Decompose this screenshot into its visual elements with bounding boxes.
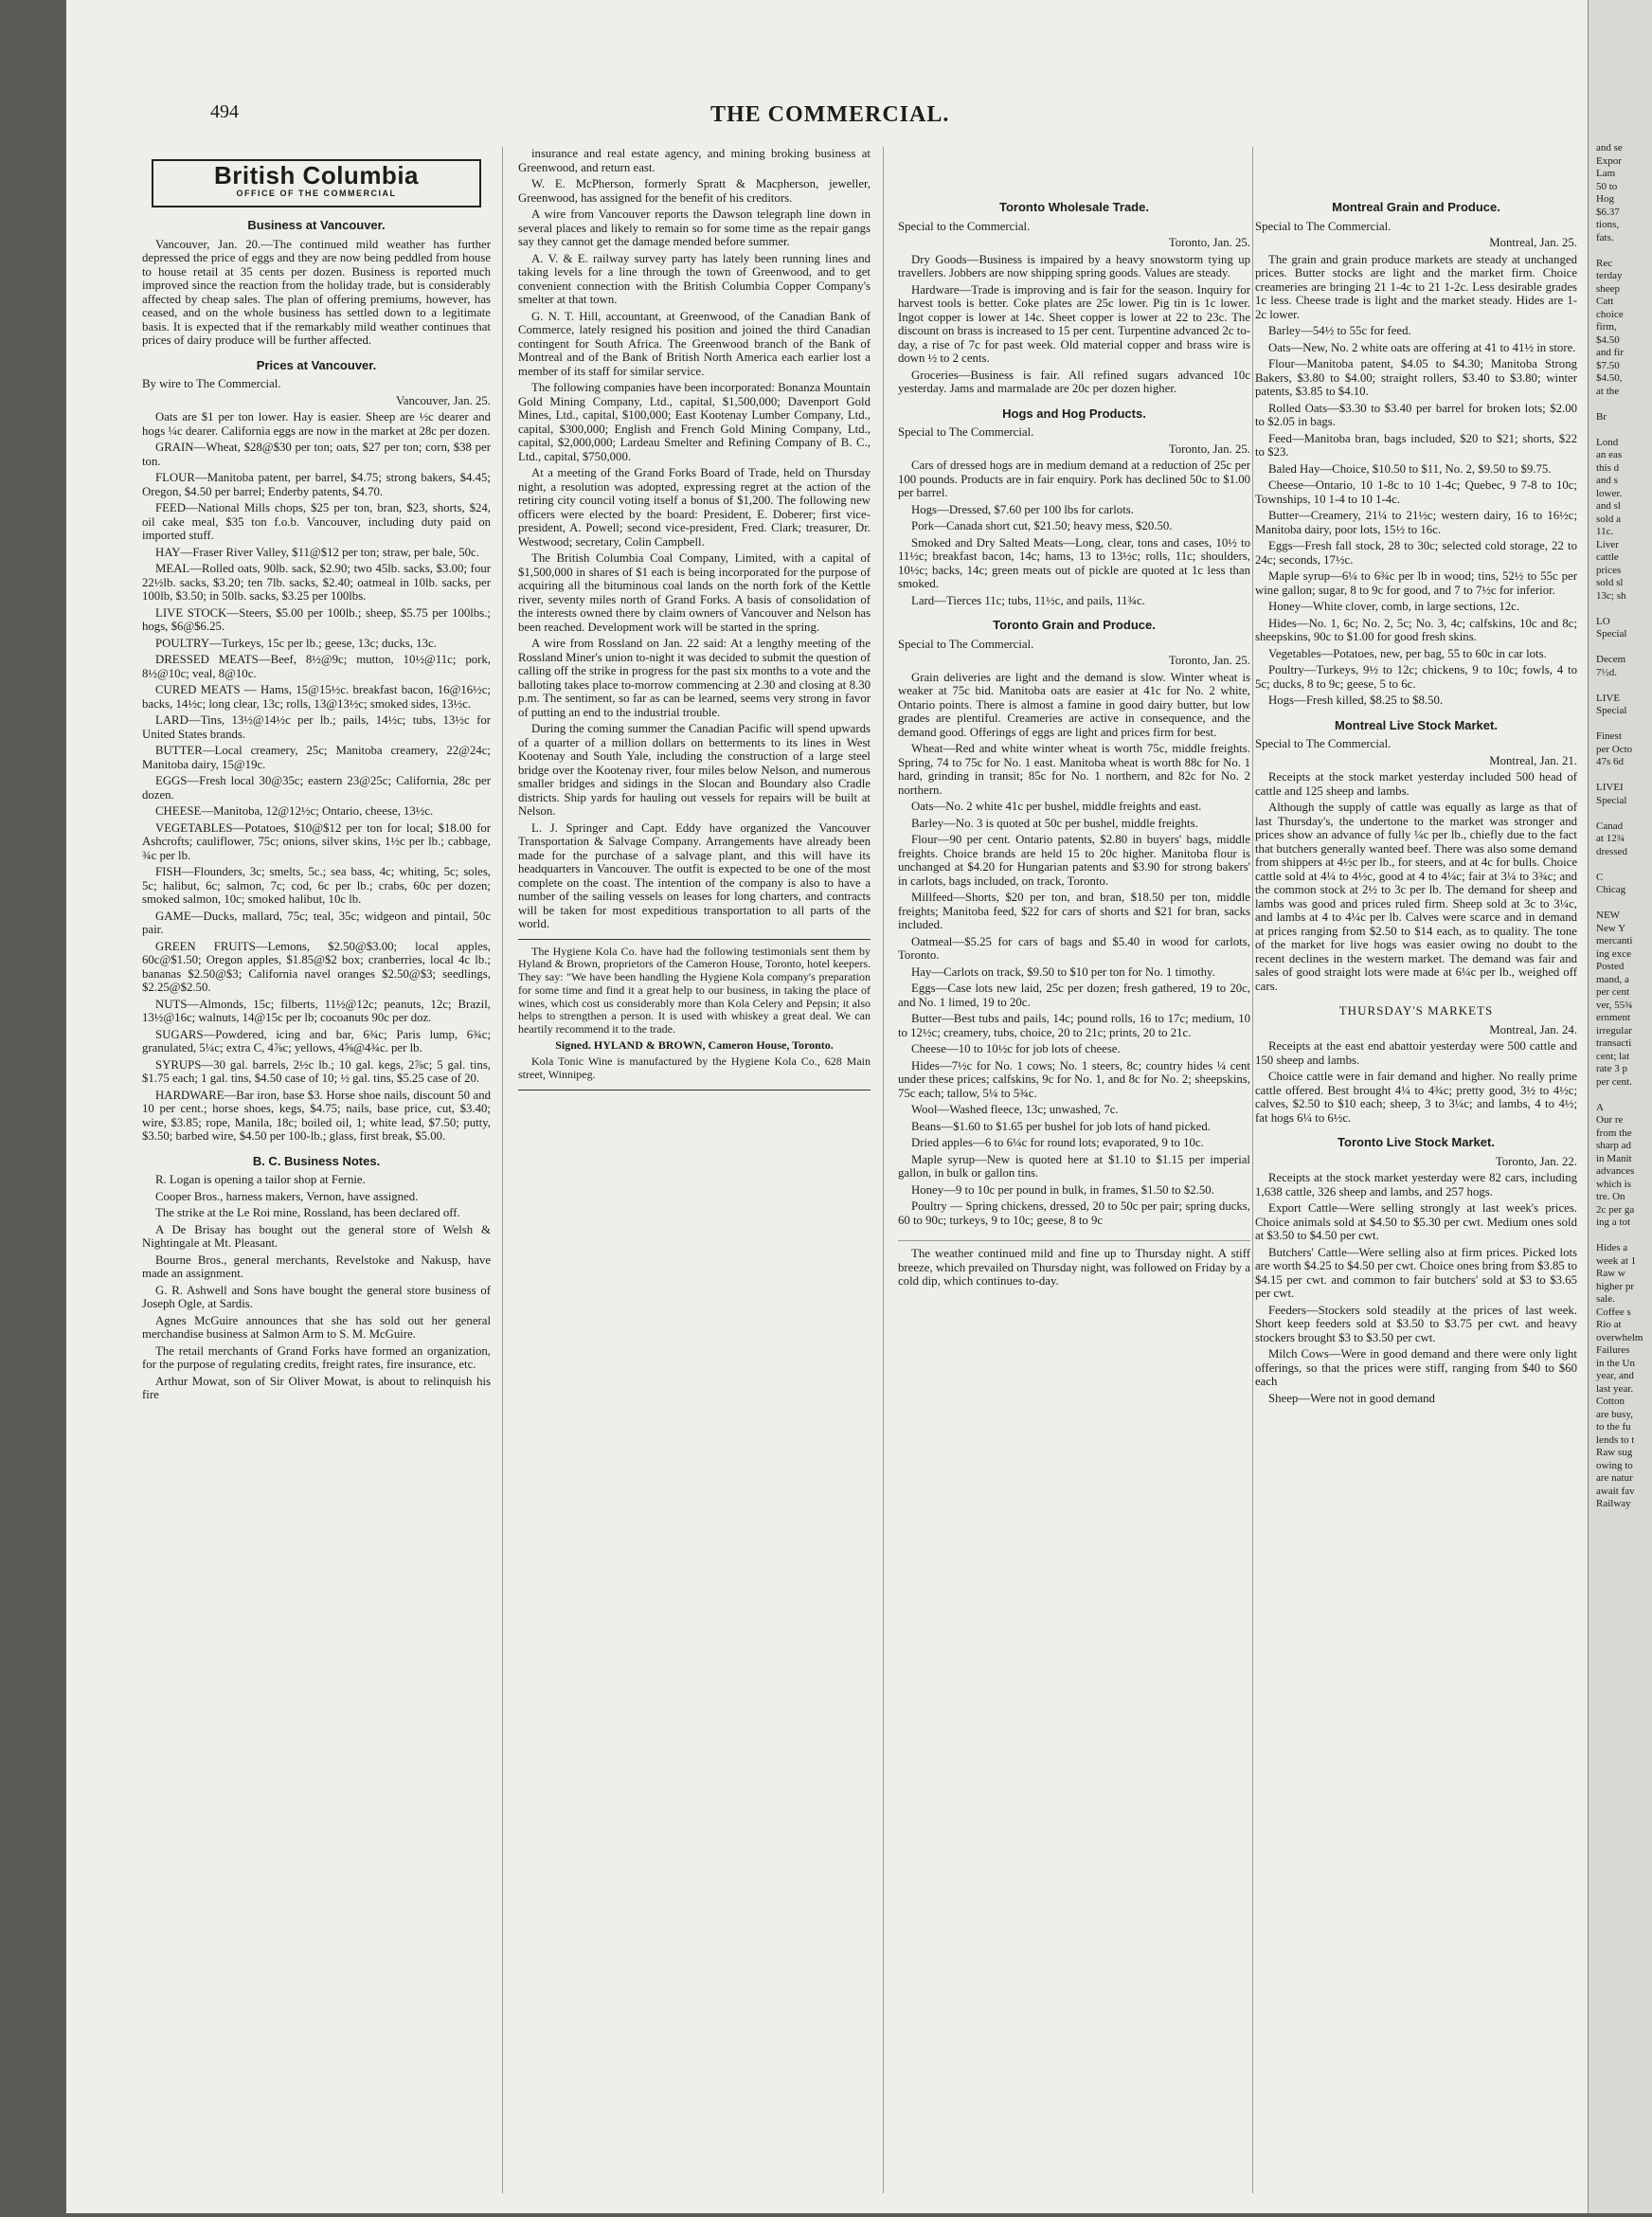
edge-line: Finest [1596,730,1622,742]
edge-line [1596,398,1652,411]
article-paragraph: Butchers' Cattle—Were selling also at firm prices. Picked lots are worth $4.25 to $4.50 per cwt. Choice ones bring from $3.85 to $4.15 per cwt. and common to fair butchers' sold at $3 to $3.65 per cwt. [1255,1245,1577,1300]
edge-line: Canad [1596,820,1624,832]
edge-line [1596,858,1652,872]
article-heading: Montreal Live Stock Market. [1335,717,1498,732]
article-paragraph: Poultry—Turkeys, 9½ to 12c; chickens, 9 to 10c; fowls, 4 to 5c; ducks, 8 to 9c; geese, 5 to 6c. [1255,663,1577,691]
edge-line: Raw sug [1596,1447,1633,1458]
article-heading: Montreal Grain and Produce. [1332,200,1500,214]
edge-line: Cotton [1596,1396,1625,1407]
article-paragraph: Poultry — Spring chickens, dressed, 20 to 50c per pair; spring ducks, 60 to 90c; turkeys, 9 to 10c; geese, 8 to 9c [898,1199,1250,1227]
edge-line: Special [1596,628,1627,640]
adjacent-page-edge [1588,0,1652,2213]
masthead: THE COMMERCIAL. [710,102,950,127]
edge-line [1596,807,1652,820]
price-item: GREEN FRUITS—Lemons, $2.50@$3.00; local apples, 60c@$1.50; Oregon apples, $1.85@$2 box; cranberries, local 4c lb.; bananas $2.50@$3; California navel oranges $2.50@$3; seedlings, $2.25@$2.50. [142,939,491,994]
article-paragraph: Dried apples—6 to 6¼c for round lots; evaporated, 9 to 10c. [911,1136,1204,1149]
price-item: POULTRY—Turkeys, 15c per lb.; geese, 13c; ducks, 13c. [155,636,437,650]
article-body [1255,1039,1577,1125]
article-paragraph: Grain deliveries are light and the demand is slow. Winter wheat is weaker at 75c bid. Manitoba oats are easier at 41c for No. 2 white, Ontario points. There is almost a famine in good dairy butter, but low grades are plentiful. Creameries are active in consequence, and the demand good. Offerings of eggs are light and prices firm for best. [898,670,1250,739]
price-item: HARDWARE—Bar iron, base $3. Horse shoe nails, discount 50 and 10 per cent.; horse shoes, kegs, $4.75; nails, base price, cut, $3.40; wire, $3.85; rope, Manila, 18c; boiled oil, 1; white lead, $7.50; putty, $3.50; barbed wire, $4.50 per 100-lb.; glass, first break, $5.00. [142,1088,491,1143]
business-note: Agnes McGuire announces that she has sold out her general merchandise business at Salmon Arm to S. M. McGuire. [142,1313,491,1341]
article-heading: Toronto Wholesale Trade. [999,200,1149,214]
edge-line: A [1596,1101,1604,1113]
dateline: Montreal, Jan. 21. [1489,753,1577,767]
edge-line [1596,769,1652,783]
edge-line: Hides a [1596,1242,1628,1253]
edge-line: cattle [1596,551,1619,563]
edge-line: 2c per ga [1596,1203,1635,1216]
special-line: Special to The Commercial. [898,425,1034,439]
edge-line: and s [1596,475,1618,486]
edge-line: Catt [1596,296,1614,307]
edge-line: an eas [1596,449,1623,460]
edge-line: Chicag [1596,884,1626,895]
news-item: insurance and real estate agency, and mining broking business at Greenwood, and return east. [518,147,871,174]
edge-line [1596,1089,1652,1102]
special-line: Special to The Commercial. [1255,737,1392,750]
news-item: The British Columbia Coal Company, Limited, with a capital of $1,500,000 in shares of $1 each is being incorporated for the purpose of acquiring all the bituminous coal lands on the north fork of the Kettle river, seventy miles north of Grand Forks. A basis of consolidation of the interests owned there by claim owners of Vancouver and Nelson has been reached. Development work will be started in the spring. [518,551,871,634]
edge-line: Lond [1596,436,1619,448]
special-line: Special to The Commercial. [1255,219,1392,233]
ad-footer: Kola Tonic Wine is manufactured by the Hygiene Kola Co., 628 Main street, Winnipeg. [518,1054,871,1081]
ad-signature: Signed. HYLAND & BROWN, Cameron House, Toronto. [555,1038,834,1053]
edge-line: Railway [1596,1498,1631,1509]
article-paragraph: Smoked and Dry Salted Meats—Long, clear, tons and cases, 10½ to 11½c; breakfast bacon, 14c; hams, 13 to 13½c; rolls, 11c; shoulders, 10½c; backs, 14c; green meats out of pickle are quoted at 1c less than smoked. [898,535,1250,590]
price-item: NUTS—Almonds, 15c; filberts, 11½@12c; peanuts, 12c; Brazil, 13½@16c; walnuts, 14@15c per lb; cocoanuts 90c per doz. [142,997,491,1024]
article-body [898,671,1250,1228]
edge-line: higher pr [1596,1280,1635,1292]
price-item: SUGARS—Powdered, icing and bar, 6¾c; Paris lump, 6¾c; granulated, 5¼c; extra C, 4⅞c; yellows, 4⅝@4¾c. per lb. [142,1027,491,1054]
edge-line: Failures [1596,1344,1630,1356]
article-paragraph: Wool—Washed fleece, 13c; unwashed, 7c. [911,1103,1119,1116]
edge-line: Liver [1596,538,1619,550]
edge-line: irregular [1596,1024,1632,1036]
edge-line: lends to t [1596,1433,1635,1446]
article-paragraph: Barley—No. 3 is quoted at 50c per bushel, middle freights. [911,816,1198,830]
article-paragraph: Hides—No. 1, 6c; No. 2, 5c; No. 3, 4c; calfskins, 10c and 8c; sheepskins, 90c to $1.00 for good fresh skins. [1255,616,1577,643]
article-paragraph: Butter—Creamery, 21¼ to 21½c; western dairy, 16 to 16½c; Manitoba dairy, poor lots, 15½ to 16c. [1255,509,1577,536]
edge-line: and se [1596,142,1623,153]
edge-line: firm, [1596,321,1617,333]
edge-line: 7½d. [1596,666,1617,678]
article-paragraph: Maple syrup—6¼ to 6¾c per lb in wood; tins, 52½ to 55c per wine gallon; sugar, 8 to 9c for good, and 7 to 7½c for inferior. [1255,569,1577,597]
article-paragraph: Milch Cows—Were in good demand and there were only light offerings, so that the prices were stiff, ranging from $40 to $60 each [1255,1347,1577,1388]
edge-line: terday [1596,270,1623,281]
article-heading: Toronto Grain and Produce. [993,618,1156,632]
edge-line: NEW [1596,910,1621,921]
edge-line [1596,641,1652,655]
article-paragraph: Flour—90 per cent. Ontario patents, $2.80 in buyers' bags, middle freights. Choice brands are held 15 to 20c higher. Manitoba flour is unchanged at $4.20 for Hungarian patents and $3.90 for strong bakers' in carlots, bags included, on track, Toronto. [898,833,1250,888]
edge-line: at 12¾ [1596,833,1625,844]
article-paragraph: Butter—Best tubs and pails, 14c; pound rolls, 16 to 17c; medium, 10 to 12½c; creamery, tubs, choice, 20 to 21c; prints, 20 to 21c. [898,1012,1250,1039]
news-item: A wire from Vancouver reports the Dawson telegraph line down in several places and likely to remain so for some time as the repair gangs say they cannot get the damage mended before summer. [518,207,871,248]
edge-line: per cent [1596,986,1630,998]
edge-line: Lam [1596,168,1616,179]
price-item: EGGS—Fresh local 30@35c; eastern 23@25c; California, 28c per dozen. [142,774,491,802]
edge-line: ver, 55¾ [1596,999,1633,1011]
dateline: Montreal, Jan. 24. [1489,1022,1577,1036]
article-body [898,253,1250,396]
edge-line: LIVEI [1596,782,1624,793]
article-paragraph: Vegetables—Potatoes, new, per bag, 55 to 60c in car lots. [1268,646,1547,660]
edge-line: $4.50, [1596,372,1623,384]
edge-line: mand, a [1596,973,1629,985]
edge-line: Rec [1596,257,1613,269]
edge-line: $4.50 [1596,333,1620,346]
price-item: FEED—National Mills chops, $25 per ton, bran, $23, shorts, $24, oil cake meal, $35 ton f.o.b. Vancouver, including duty paid on imported stuff. [142,501,491,542]
special-line: Special to the Commercial. [898,219,1031,233]
article-heading: B. C. Business Notes. [252,1153,381,1168]
edge-line: fats. [1596,231,1614,243]
article-paragraph: Eggs—Fresh fall stock, 28 to 30c; selected cold storage, 22 to 24c; seconds, 17½c. [1255,539,1577,567]
subheading: THURSDAY'S MARKETS [1338,1003,1494,1018]
edge-line: in the Un [1596,1357,1635,1369]
edge-line [1596,603,1652,616]
column-rule [1252,147,1253,2193]
column-rule [502,147,503,2193]
edge-line: $6.37 [1596,206,1620,218]
article-body [1255,770,1577,993]
article-paragraph: Honey—White clover, comb, in large sections, 12c. [1268,600,1520,613]
box-title: British Columbia [213,161,419,189]
edge-line: from the [1596,1127,1632,1139]
column-3 [898,189,1250,2217]
page-number: 494 [210,101,239,122]
edge-line: Coffee s [1596,1306,1631,1318]
price-item: CURED MEATS — Hams, 15@15½c. breakfast bacon, 16@16½c; backs, 14½c; long clear, 13c; rolls, 13@13½c; smoked sides, 13½c. [142,683,491,711]
edge-line: Rio at [1596,1319,1622,1330]
article-paragraph: Hogs—Fresh killed, $8.25 to $8.50. [1268,694,1444,707]
article-paragraph: Cars of dressed hogs are in medium demand at a reduction of 25c per 100 pounds. Products are in fair enquiry. Pork has declined 50c to $1.00 per barrel. [898,459,1250,499]
edge-line: ing exce [1596,947,1631,960]
edge-line: choice [1596,308,1624,320]
article-paragraph: Beans—$1.60 to $1.65 per bushel for job lots of hand picked. [911,1119,1211,1133]
edge-line [1596,424,1652,437]
news-item: During the coming summer the Canadian Pacific will spend upwards of a quarter of a million dollars on betterments to its lines in West Kootenay and South Yale, including the construction of a large steel bridge over the Kootenay river, four miles below Nelson, and numerous smaller bridges and sidings in the Slocan and Boundary also Cradle districts. Ship yards for hauling out vessels for repairs will be built at Nelson. [518,722,871,818]
article-heading: Prices at Vancouver. [256,357,377,372]
price-list [142,441,491,1144]
article-paragraph: Receipts at the stock market yesterday included 500 head of cattle and 125 sheep and lambs. [1255,770,1577,798]
article-paragraph: Lard—Tierces 11c; tubs, 11½c, and pails, 11¾c. [911,593,1145,607]
column-rule [883,147,884,2193]
edge-line: overwhelm [1596,1331,1643,1343]
edge-line: LIVE [1596,692,1621,704]
edge-line: per Octo [1596,743,1633,755]
dateline: Toronto, Jan. 22. [1495,1154,1577,1168]
news-items [518,147,871,931]
box-subtitle: OFFICE OF THE COMMERCIAL [236,188,397,198]
article-paragraph: Honey—9 to 10c per pound in bulk, in frames, $1.50 to $2.50. [911,1182,1214,1197]
edge-line [1596,1230,1652,1243]
price-item: MEAL—Rolled oats, 90lb. sack, $2.90; two 45lb. sacks, $3.00; four 22½lb. sacks, $3.20; ten 7lb. sacks, $2.40; oatmeal in 10lb. sacks, per 100lb, $3.50; in 50lb. sacks, $3.25 per 100lbs. [142,562,491,603]
advertisement [518,939,871,1091]
article-paragraph: Hay—Carlots on track, $9.50 to $10 per ton for No. 1 timothy. [911,964,1215,979]
price-item: FISH—Flounders, 3c; smelts, 5c.; sea bass, 4c; whiting, 5c; soles, 5c; halibut, 6c; salmon, 7c; cod, 6c per lb.; crabs, 60c per dozen; smoked salmon, 10c; smoked halibut, 10c lb. [142,865,491,906]
edge-line: mercanti [1596,935,1633,946]
edge-line: ernment [1596,1012,1631,1023]
price-item: LIVE STOCK—Steers, $5.00 per 100lb.; sheep, $5.75 per 100lbs.; hogs, $6@$6.25. [142,605,491,633]
section-box-header [152,159,481,207]
edge-line: sharp ad [1596,1140,1631,1151]
edge-line: sale. [1596,1293,1615,1305]
edge-line: which is [1596,1178,1631,1190]
dateline: Toronto, Jan. 25. [1168,236,1250,249]
price-item: LARD—Tins, 13½@14½c per lb.; pails, 14½c; tubs, 13½c for United States brands. [142,713,491,741]
price-item: FLOUR—Manitoba patent, per barrel, $4.75; strong bakers, $4.45; Oregon, $4.50 per barrel; Enderby patents, $4.70. [142,471,491,498]
business-note: The strike at the Le Roi mine, Rossland, has been declared off. [155,1206,460,1219]
edge-line: 50 to [1596,180,1618,192]
news-item: W. E. McPherson, formerly Spratt & Macpherson, jeweller, Greenwood, has assigned for the benefit of his creditors. [518,177,871,205]
news-item: L. J. Springer and Capt. Eddy have organized the Vancouver Transportation & Salvage Company. Arrangements have already been made for the purchase of a salvage plant, and this will have its headquarters in Vancouver. The outfit is expected to be one of the most complete on the coast. The intention of the company is also to have a number of the sailing vessels on leases for long charters, and contracts will be taken for most expeditious transportation to all parts of the world. [518,820,871,930]
news-item: A. V. & E. railway survey party has lately been running lines and taking levels for a line through the town of Greenwood, and to get convenient connection with the British Columbia Copper Company's smelter at that town. [518,251,871,306]
dateline: Montreal, Jan. 25. [1489,236,1577,249]
dateline: Toronto, Jan. 25. [1168,654,1250,667]
edge-line: 47s 6d [1596,756,1625,767]
dateline: Toronto, Jan. 25. [1168,442,1250,456]
article-paragraph: Pork—Canada short cut, $21.50; heavy mess, $20.50. [911,519,1173,532]
edge-line: lower. [1596,487,1623,499]
edge-line: 11c. [1596,526,1614,537]
business-note: Cooper Bros., harness makers, Vernon, have assigned. [155,1189,419,1203]
edge-line: are busy, [1596,1408,1633,1420]
news-item: At a meeting of the Grand Forks Board of Trade, held on Thursday night, a resolution was adopted, expressing regret at the action of the retiring city council voting itself a bonus of $1,200. The following new officers were elected by the board: President, E. Doberer; first vice-president, A. Powell; second vice-president, Fred. Clark; treasurer, Dr. Westwood; secretary, Colin Campbell. [518,466,871,549]
article-paragraph: Sheep—Were not in good demand [1268,1391,1435,1405]
price-item: BUTTER—Local creamery, 25c; Manitoba creamery, 22@24c; Manitoba dairy, 15@19c. [142,744,491,771]
edge-line: in Manit [1596,1152,1632,1164]
edge-line: Our re [1596,1114,1624,1126]
edge-line: dressed [1596,845,1627,857]
column-4 [1255,189,1577,2217]
edge-line: prices [1596,564,1622,576]
edge-line: ing a tot [1596,1217,1631,1228]
edge-line: to the fu [1596,1421,1631,1433]
edge-line: New Y [1596,922,1626,934]
article-paragraph: Hardware—Trade is improving and is fair for the season. Inquiry for harvest tools is better. Coke plates are 25c lower. Pig tin is 1c lower. Ingot copper is lower at 14c. Sheet copper is lower at 22 to 23c. The discount on brass is increased to 15 per cent. Turpentine advanced 2c to-day, a rise of 7c for past week. Old material copper and brass wire is down ½ to 2 cents. [898,282,1250,365]
article-heading: Business at Vancouver. [247,218,386,232]
article-paragraph: Groceries—Business is fair. All refined sugars advanced 10c yesterday. Jams and marmalade are 20c per dozen higher. [898,368,1250,395]
price-item: HAY—Fraser River Valley, $11@$12 per ton; straw, per bale, 50c. [155,545,479,559]
business-notes [142,1173,491,1402]
article-paragraph: Export Cattle—Were selling strongly at last week's prices. Choice animals sold at $4.50 to $5.30 per cwt. Medium ones sold at $3.50 to $4.50 per cwt. [1255,1201,1577,1242]
edge-line: Posted [1596,961,1625,972]
price-item: GRAIN—Wheat, $28@$30 per ton; oats, $27 per ton; corn, $38 per ton. [142,441,491,468]
news-item: A wire from Rossland on Jan. 22 said: At a lengthy meeting of the Rossland Miner's union to-night it was decided to submit the question of calling off the strike in progress for the past six months to a vote and the balloting takes place to-morrow commencing at 2.30 and closing at 8.30 p.m. The sentiment, so far as can be learned, seems very strong in favor of putting an end to the industrial trouble. [518,637,871,719]
price-item: GAME—Ducks, mallard, 75c; teal, 35c; widgeon and pintail, 50c pair. [142,909,491,936]
edge-line: transacti [1596,1037,1632,1049]
special-line: Special to The Commercial. [898,637,1034,651]
edge-line: sold sl [1596,577,1624,588]
article-paragraph: Receipts at the stock market yesterday were 82 cars, including 1,638 cattle, 326 sheep and lambs, and 257 hogs. [1255,1171,1577,1199]
edge-line: $7.50 [1596,359,1620,371]
article-paragraph: Eggs—Case lots new laid, 25c per dozen; fresh gathered, 19 to 20c, and No. 1 limed, 19 to 20c. [898,982,1250,1009]
news-item: The following companies have been incorporated: Bonanza Mountain Gold Mining Company, Ltd., capital, $1,500,000; Davenport Gold Mines, Ltd., capital, $100,000; East Kootenay Lumber Company, Ltd., capital, $300,000; English and French Gold Mining Company, Ltd., capital, $2,000,000; Lardeau Smelter and Refining Company of B. C., Ltd., capital, $750,000. [518,381,871,463]
business-note: R. Logan is opening a tailor shop at Fernie. [155,1173,366,1186]
adjacent-page-text [1589,0,1652,1511]
edge-line: cent; lat [1596,1050,1630,1062]
article-body [898,459,1250,607]
edge-line: Br [1596,410,1607,423]
article-paragraph: Flour—Manitoba patent, $4.05 to $4.30; Manitoba Strong Bakers, $3.80 to $4.00; straight rollers, $3.40 to $3.80; winter patents, $3.85 to $4.10. [1255,357,1577,398]
article-paragraph: Oats—New, No. 2 white oats are offering at 41 to 41½ in store. [1268,340,1576,354]
article-paragraph: Oats—No. 2 white 41c per bushel, middle freights and east. [911,800,1202,813]
edge-line: rate 3 p [1596,1063,1627,1074]
price-item: VEGETABLES—Potatoes, $10@$12 per ton for local; $18.00 for Ashcrofts; cauliflower, 75c; onions, silver skins, 1½c per lb.; cabbage, ¾c per lb. [142,820,491,862]
article-paragraph: Choice cattle were in fair demand and higher. No really prime cattle offered. Best brought 4¼ to 4¾c; pretty good, 3½ to 4½c; calves, $2.50 to $10 each; sheep, 3 to 3¼c; and lambs, 4 to 4½; fat hogs 6¼ to 6½c. [1255,1070,1577,1125]
dateline: Vancouver, Jan. 25. [395,393,491,407]
edge-line [1596,897,1652,910]
business-note: The retail merchants of Grand Forks have formed an organization, for the purpose of regulating credits, freight rates, fire insurance, etc. [142,1343,491,1371]
news-item: G. N. T. Hill, accountant, at Greenwood, of the Canadian Bank of Commerce, lately resigned his position and joined the third Canadian contingent for South Africa. The Greenwood branch of the Bank of Montreal and of the Bank of British North America each earlier lost a member of its staff for similar service. [518,309,871,378]
edge-line: owing to [1596,1459,1633,1471]
edge-line: await fav [1596,1485,1635,1497]
edge-line: and sl [1596,500,1621,512]
ad-text: The Hygiene Kola Co. have had the following testimonials sent them by Hyland & Brown, proprietors of the Cameron House, Toronto, hotel keepers. They say: "We have been handling the Hygiene Kola company's preparation for some time and find it a great help to our business, in taking the place of wines, which cost us considerably more than Kola Celery and Pepsin; it also helps to strengthen a person. It is used with whiskey a great deal. We can heartily recommend it to the trade. [518,944,871,1036]
edge-line: are natur [1596,1472,1633,1484]
edge-line: per cent. [1596,1075,1632,1088]
edge-line: Hog [1596,193,1614,205]
article-heading: Hogs and Hog Products. [1002,406,1146,421]
edge-line: year, and [1596,1370,1634,1381]
edge-line: LO [1596,615,1610,627]
article-paragraph: Millfeed—Shorts, $20 per ton, and bran, $18.50 per ton, middle freights; Manitoba feed, $22 for cars of shorts and $21 for bran, sacks included. [898,891,1250,931]
edge-line: Expor [1596,154,1622,167]
edge-line: sheep [1596,282,1621,295]
article-paragraph: Hides—7½c for No. 1 cows; No. 1 steers, 8c; country hides ¼ cent under these prices; calfskins, 9c for No. 1, and 8c for No. 2; sheepskins, 75c each; tallow, 5¼ to 5¾c. [898,1058,1250,1100]
article-paragraph: Oats are $1 per ton lower. Hay is easier. Sheep are ½c dearer and hogs ¼c dearer. California eggs are now in the market at 28c per dozen. [142,410,491,438]
edge-line: and fir [1596,347,1625,358]
edge-line: 13c; sh [1596,589,1626,602]
article-paragraph: Oatmeal—$5.25 for cars of bags and $5.40 in wood for carlots, Toronto. [898,934,1250,962]
article-paragraph: Barley—54½ to 55c for feed. [1268,324,1411,337]
edge-line: C [1596,871,1604,883]
edge-line: Special [1596,794,1627,806]
column-2 [518,147,871,2174]
article-paragraph: Cheese—Ontario, 10 1-8c to 10 1-4c; Quebec, 9 7-8 to 10c; Townships, 10 1-4 to 10 1-4c. [1255,478,1577,506]
business-note: G. R. Ashwell and Sons have bought the general store business of Joseph Ogle, at Sardis. [142,1283,491,1310]
edge-line: sold a [1596,513,1621,525]
wire-line: By wire to The Commercial. [142,377,281,390]
article-paragraph: Baled Hay—Choice, $10.50 to $11, No. 2, $9.50 to $9.75. [1268,461,1552,476]
business-note: Bourne Bros., general merchants, Revelstoke and Nakusp, have made an assignment. [142,1253,491,1280]
article-paragraph: Dry Goods—Business is impaired by a heavy snowstorm tying up travellers. Jobbers are now shipping spring goods. Values are steady. [898,252,1250,279]
weather-note: The weather continued mild and fine up to Thursday night. A stiff breeze, which prevailed on Thursday night, was followed on Friday by a cold dip, which continues to-day. [898,1240,1250,1289]
article-paragraph: Cheese—10 to 10½c for job lots of cheese. [911,1042,1121,1055]
price-item: SYRUPS—30 gal. barrels, 2½c lb.; 10 gal. kegs, 2⅞c; 5 gal. tins, $1.75 each; 1 gal. tins, $4.50 case of 10; ½ gal. tins, $5.25 case of 20. [142,1057,491,1085]
article-paragraph: The grain and grain produce markets are steady at unchanged prices. Butter stocks are light and the market firm. Choice creameries are bringing 21 1-4c to 21 1-2c. Less desirable grades 1c less. Cheese trade is light and the market steady. Hides are 1-2c lower. [1255,252,1577,321]
edge-line: last year. [1596,1382,1634,1395]
edge-line: tions, [1596,219,1620,230]
business-note: A De Brisay has bought out the general store of Welsh & Nightingale at Mt. Pleasant. [142,1222,491,1250]
article-paragraph: Vancouver, Jan. 20.—The continued mild weather has further depressed the price of eggs and they are now being peddled from house to house retail at 35 cents per dozen. Business is reported much improved since the reaction from the holiday trade, but is considerably affected by cheap sales. The plan of offering premiums, however, has ceased, and on the whole business has settled down to a legitimate basis. It is expected that if the remarkably mild weather continues that prices of dairy produce will be further affected. [142,237,491,347]
edge-line [1596,244,1652,258]
edge-line [1596,679,1652,693]
edge-line: Decem [1596,654,1626,665]
article-paragraph: Receipts at the east end abattoir yesterday were 500 cattle and 150 sheep and lambs. [1255,1039,1577,1067]
edge-line: advances [1596,1165,1635,1177]
business-note: Arthur Mowat, son of Sir Oliver Mowat, is about to relinquish his fire [142,1374,491,1401]
article-heading: Toronto Live Stock Market. [1338,1135,1495,1149]
edge-line: Special [1596,705,1627,716]
edge-line: at the [1596,385,1620,397]
edge-line: week at 1 [1596,1254,1637,1267]
column-1 [142,152,491,2179]
article-body [1255,253,1577,708]
article-paragraph: Hogs—Dressed, $7.60 per 100 lbs for carlots. [911,502,1134,516]
article-paragraph: Feeders—Stockers sold steadily at the prices of last week. Short keep feeders sold at $3.50 to $3.75 per cwt. and heavy stockers brought $3 to $3.50 per cwt. [1255,1303,1577,1344]
price-item: DRESSED MEATS—Beef, 8½@9c; mutton, 10½@11c; pork, 8½@10c; veal, 8@10c. [142,653,491,680]
article-body [1255,1171,1577,1405]
edge-line: Raw w [1596,1268,1625,1279]
article-paragraph: Rolled Oats—$3.30 to $3.40 per barrel for broken lots; $2.00 to $2.05 in bags. [1255,401,1577,428]
edge-line [1596,718,1652,731]
price-item: CHEESE—Manitoba, 12@12½c; Ontario, cheese, 13½c. [155,804,434,818]
article-paragraph: Feed—Manitoba bran, bags included, $20 to $21; shorts, $22 to $23. [1255,431,1577,459]
article-paragraph: Maple syrup—New is quoted here at $1.10 to $1.15 per imperial gallon, in bulk or gallon tins. [898,1152,1250,1180]
article-paragraph: Although the supply of cattle was equally as large as that of last Thursday's, the undertone to the market was stronger and prices show an advance of fully ¼c per lb., chiefly due to the fact that butchers generally wanted beef. There was also some demand from shippers at 4½c per lb., for steers, and at 4c for bulls. Choice cattle sold at 4¼ to 4½c, good at 4 to 4¼c; fair at 3¼ to 3¾c; and the common stock at 2½ to 3c per lb. The demand for sheep and lambs was good and prices ruled firm. Sheep sold at 3c to 3¼c, and lambs at 4 to 4¼c per lb. Calves were scarce and in demand at prices ranging from $2.50 to $14 each, as to quality. The tone of the market for live hogs was easier owing no doubt to the recent declines in the western market. The demand was fair and sales of good straight lots were made at 6¼c per lb., weighed off cars. [1255,801,1577,993]
edge-line: tre. On [1596,1191,1625,1202]
article-paragraph: Wheat—Red and white winter wheat is worth 75c, middle freights. Spring, 74 to 75c for No. 1 east. Manitoba wheat is worth 88c for No. 1 hard, grinding in transit; 85c for No. 1 northern, and 82c for No. 2 northern. [898,742,1250,797]
edge-line: this d [1596,461,1620,474]
